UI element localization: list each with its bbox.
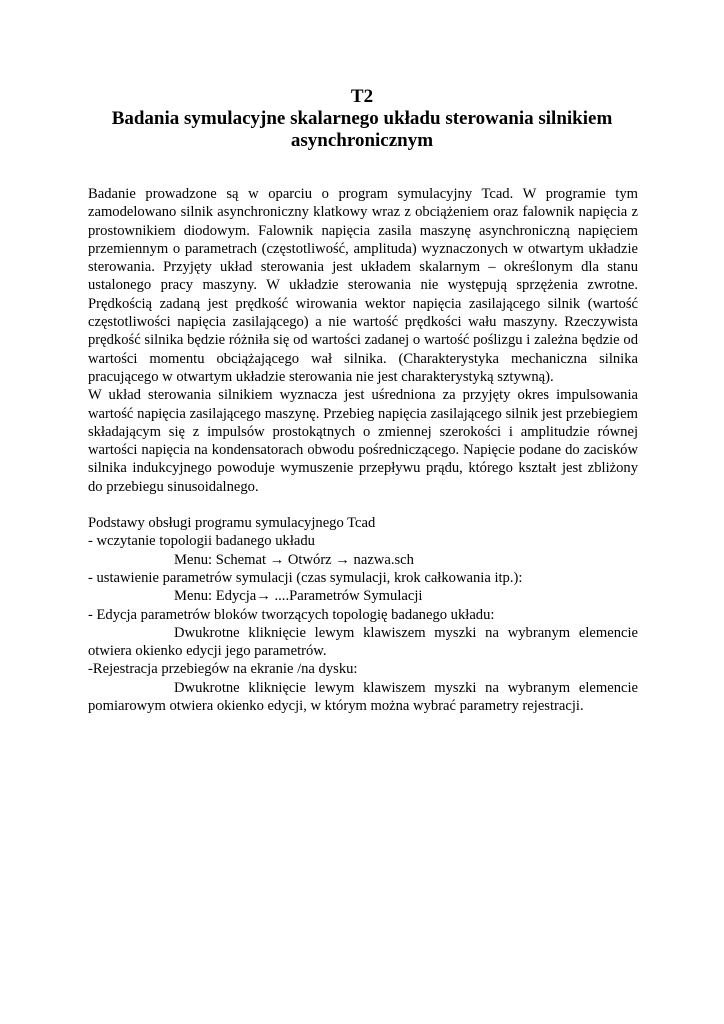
basics-item-recording: -Rejestracja przebiegów na ekranie /na dysku: (88, 661, 358, 678)
basics-item-recording-desc: Dwukrotne kliknięcie lewym klawiszem myszki na wybranym elemencie pomiarowym otwiera okienko edycji, w którym można wybrać parametry rejestracji. (88, 679, 638, 715)
basics-item-load-topology: - wczytanie topologii badanego układu (88, 533, 315, 550)
document-title-line2: asynchronicznym (290, 130, 434, 151)
basics-item-sim-params: - ustawienie parametrów symulacji (czas symulacji, krok całkowania itp.): (88, 569, 523, 586)
title-block (86, 86, 638, 152)
basics-item-block-params-desc: Dwukrotne kliknięcie lewym klawiszem myszki na wybranym elemencie otwiera okienko edycji jego parametrów. (88, 624, 638, 660)
spacer (88, 496, 638, 514)
basics-item-block-params: - Edycja parametrów bloków tworzących topologię badanego układu: (88, 606, 495, 623)
paragraph-intro: Badanie prowadzone są w oparciu o program symulacyjny Tcad. W programie tym zamodelowano silnik asynchroniczny klatkowy wraz z obciążeniem oraz falownik napięcia z prostownikiem diodowym. Falownik napięcia zasila maszynę asynchroniczną napięciem przemiennym o parametrach (częstotliwość, amplituda) wyznaczonych w otwartym układzie sterowania. Przyjęty układ sterowania jest układem skalarnym – określonym dla stanu ustalonego pracy maszyny. W układzie sterowania nie występują sprzężenia zwrotne. Prędkością zadaną jest prędkość wirowania wektor napięcia zasilającego silnik (wartość częstotliwości napięcia zasilającego) a nie wartość prędkości wału maszyny. Rzeczywista prędkość silnika będzie różniła się od wartości zadanej o wartość poślizgu i zależna będzie od wartości momentu obciążającego wał silnika. (Charakterystyka mechaniczna silnika pracującego w otwartym układzie sterowania nie jest charakterystyką sztywną). (88, 186, 638, 385)
document-title-line1: Badania symulacyjne skalarnego układu sterowania silnikiem (111, 108, 613, 129)
basics-heading: Podstawy obsługi programu symulacyjnego Tcad (88, 515, 376, 532)
basics-item-load-topology-menu: Menu: Schemat → Otwórz → nazwa.sch (174, 551, 414, 568)
document-body (88, 185, 638, 715)
basics-item-sim-params-menu: Menu: Edycja→ ....Parametrów Symulacji (174, 588, 423, 605)
paragraph-control: W układ sterowania silnikiem wyznacza jest uśredniona za przyjęty okres impulsowania wartość napięcia zasilającego maszynę. Przebieg napięcia zasilającego silnik jest przebiegiem składającym się z impulsów prostokątnych o zmiennej szerokości i amplitudzie równej wartości napięcia na kondensatorach obwodu pośredniczącego. Napięcie podane do zacisków silnika indukcyjnego powoduje wymuszenie przepływu prądu, którego kształt jest zbliżony do przebiegu sinusoidalnego. (88, 387, 638, 495)
document-code: T2 (350, 86, 374, 107)
